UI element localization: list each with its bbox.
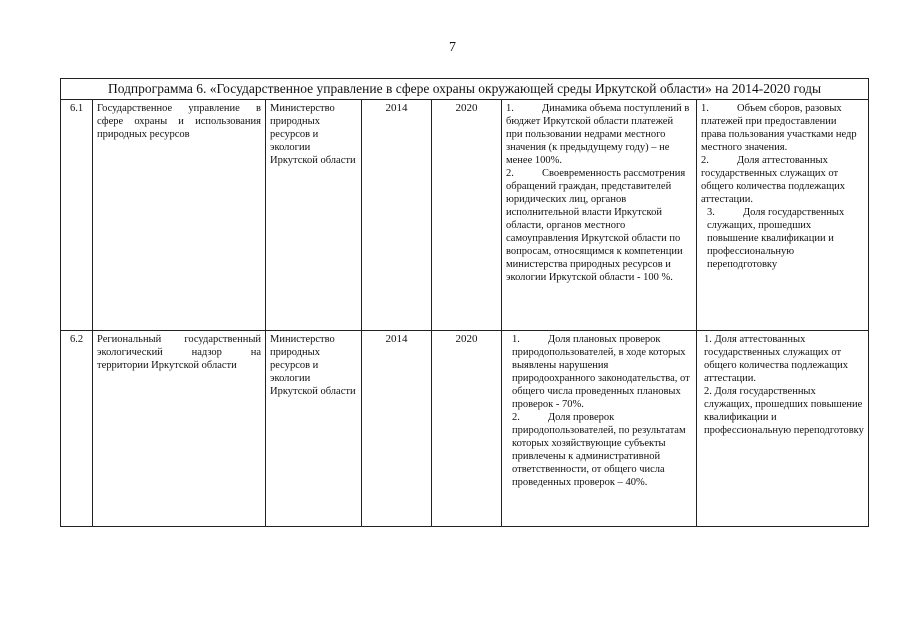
row-end-year: 2020: [432, 331, 502, 527]
list-item: 2. Доля проверок природопользователей, по результатам которых хозяйствующие субъекты привлечены к административной ответственности, от общего числа проведенных проверок – 40%.: [512, 412, 686, 488]
table-row: [61, 331, 869, 527]
indicators-text: 1. Доля аттестованных государственных служащих от общего количества подлежащих аттестации. 2. Доля государственных служащих, прошедших повышение квалификации и профессиональную переподготовку: [704, 334, 864, 436]
row-results: [502, 331, 697, 527]
list-item: 2. Своевременность рассмотрения обращений граждан, представителей юридических лиц, органов исполнительной власти Иркутской области, органов местного самоуправления Иркутской области по вопросам, относящимся к компетенции министерства природных ресурсов и экологии Иркутской области - 100 %.: [506, 168, 686, 283]
list-item: 3. Доля государственных служащих, прошедших повышение квалификации и профессиональную переподготовку: [707, 207, 845, 270]
row-start-year: 2014: [362, 100, 432, 331]
row-name: Региональный государственный экологический надзор на территории Иркутской области: [93, 331, 266, 527]
list-item: 1. Динамика объема поступлений в бюджет Иркутской области платежей при пользовании недрами местного значения (к предыдущему году) – не менее 100%.: [506, 103, 690, 166]
row-start-year: 2014: [362, 331, 432, 527]
row-indicators: [697, 331, 869, 527]
list-item: 2. Доля аттестованных государственных служащих от общего количества подлежащих аттестации.: [701, 155, 846, 205]
subprogram-title: Подпрограмма 6. «Государственное управление в сфере охраны окружающей среды Иркутской области» на 2014-2020 годы: [61, 79, 869, 100]
row-results: [502, 100, 697, 331]
table-heading-row: [61, 79, 869, 100]
row-name: Государственное управление в сфере охраны и использования природных ресурсов: [93, 100, 266, 331]
subprogram-table: [60, 78, 869, 527]
row-number: 6.2: [61, 331, 93, 527]
row-end-year: 2020: [432, 100, 502, 331]
row-executor: Министерство природных ресурсов и экологии Иркутской области: [266, 331, 362, 527]
row-indicators: [697, 100, 869, 331]
list-item: 1. Объем сборов, разовых платежей при предоставлении права пользования участками недр местного значения.: [701, 103, 857, 153]
list-item: 1. Доля плановых проверок природопользователей, в ходе которых выявлены нарушения природоохранного законодательства, от общего числа проведенных плановых проверок - 70%.: [512, 334, 690, 410]
row-executor: Министерство природных ресурсов и экологии Иркутской области: [266, 100, 362, 331]
table-row: [61, 100, 869, 331]
row-number: 6.1: [61, 100, 93, 331]
page-number: 7: [449, 40, 456, 55]
